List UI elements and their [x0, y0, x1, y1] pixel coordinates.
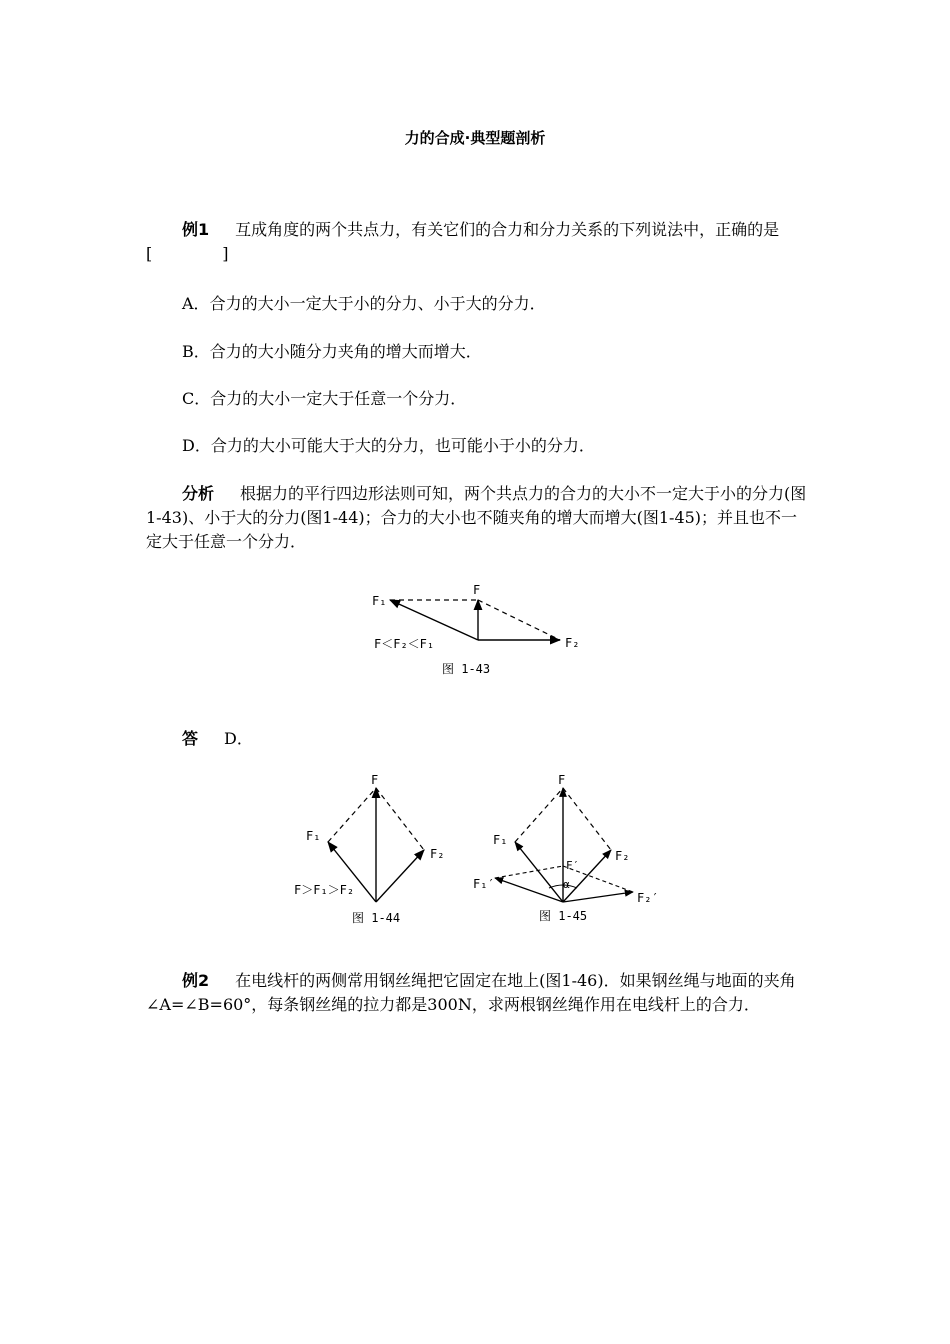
- label-f2: F₂: [430, 847, 445, 861]
- label-f1: F₁: [493, 833, 508, 847]
- label-f2: F₂: [565, 636, 580, 650]
- option-text: 合力的大小随分力夹角的增大而增大．: [209, 342, 482, 361]
- vector-f1: [390, 600, 478, 640]
- label-f1: F₁: [306, 829, 321, 843]
- option-a: [182, 292, 546, 316]
- option-letter: C．: [182, 389, 211, 408]
- answer-text: D．: [224, 729, 253, 748]
- option-text: 合力的大小可能大于大的分力，也可能小于小的分力．: [210, 436, 595, 455]
- label-f: F: [558, 773, 566, 787]
- example-1-label: 例1: [182, 220, 210, 239]
- option-text: 合力的大小一定大于小的分力、小于大的分力．: [209, 294, 546, 313]
- option-d: [182, 434, 595, 458]
- label-f: F: [371, 773, 379, 787]
- analysis-label: 分析: [182, 484, 215, 503]
- figure-1-43: [360, 575, 600, 685]
- option-letter: B．: [182, 342, 210, 361]
- relation-text: F＞F₁＞F₂: [294, 883, 355, 897]
- label-f: F: [473, 583, 481, 597]
- figure-caption: 图 1-43: [442, 662, 491, 676]
- vector-f2: [563, 850, 611, 902]
- label-f2: F₂: [615, 849, 630, 863]
- label-f1: F₁: [372, 594, 387, 608]
- bracket-open: [: [146, 244, 153, 263]
- figure-1-45: [465, 770, 665, 930]
- relation-text: F＜F₂＜F₁: [374, 637, 435, 651]
- page-title: 力的合成·典型题剖析: [404, 129, 546, 147]
- example-1: [146, 218, 810, 266]
- vector-f2-prime: [563, 892, 633, 902]
- option-b: [182, 340, 482, 364]
- label-f1-prime: F₁′: [473, 877, 495, 891]
- option-letter: D．: [182, 436, 211, 455]
- answer-label: 答: [182, 729, 199, 748]
- bracket-close: ]: [222, 244, 229, 263]
- label-f-prime: F′: [566, 859, 580, 872]
- option-c: [182, 387, 466, 411]
- option-text: 合力的大小一定大于任意一个分力．: [210, 389, 467, 408]
- figure-caption: 图 1-44: [352, 911, 401, 925]
- example-2-label: 例2: [182, 971, 210, 990]
- label-f2-prime: F₂′: [637, 891, 659, 905]
- example-2-text: 在电线杆的两侧常用钢丝绳把它固定在地上(图1-46)．如果钢丝绳与地面的夹角∠A=∠B=60°，每条钢丝绳的拉力都是300N，求两根钢丝绳作用在电线杆上的合力．: [146, 971, 796, 1014]
- figure-1-44: [290, 770, 460, 930]
- option-letter: A．: [182, 294, 210, 313]
- example-1-text: 互成角度的两个共点力，有关它们的合力和分力关系的下列说法中，正确的是: [235, 220, 780, 239]
- answer: [146, 727, 810, 751]
- example-2: [146, 969, 810, 1017]
- figure-caption: 图 1-45: [539, 909, 588, 923]
- label-alpha: α: [563, 878, 570, 891]
- vector-f2: [376, 850, 424, 902]
- analysis: [146, 482, 810, 554]
- analysis-text: 根据力的平行四边形法则可知，两个共点力的合力的大小不一定大于小的分力(图1-43)、小于大的分力(图1-44)；合力的大小也不随夹角的增大而增大(图1-45)；并且也不一定大于任意一个分力．: [146, 484, 807, 551]
